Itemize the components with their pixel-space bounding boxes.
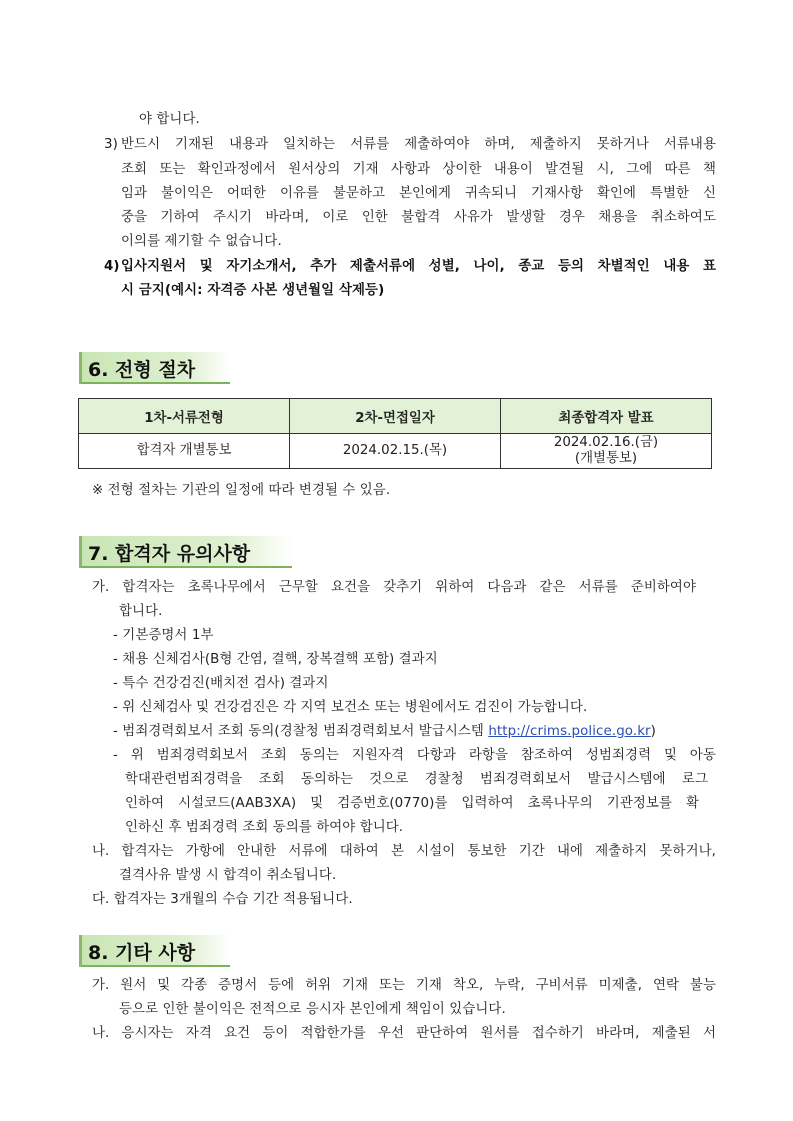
s7-na-line-1: 나. 합격자는 가항에 안내한 서류에 대하여 본 시설이 통보한 기간 내에 제출하지 못하거나,: [92, 844, 716, 859]
table-header-cell: 1차-서류전형: [79, 399, 290, 434]
table-header-row: [79, 399, 712, 434]
item-3-line-2: 조회 또는 확인과정에서 원서상의 기재 사항과 상이한 내용이 발견될 시, 그에 따른 책: [121, 162, 716, 177]
item-3-line-1: 반드시 기재된 내용과 일치하는 서류를 제출하여야 하며, 제출하지 못하거나 서류내용: [121, 137, 716, 152]
s7-bullet-6-line-2: 학대관련범죄경력을 조회 동의하는 것으로 경찰청 범죄경력회보서 발급시스템에 로그: [125, 772, 708, 787]
section-8-underline: [82, 965, 230, 967]
screening-procedure-table: [78, 398, 712, 469]
s8-na-line-1: 나. 응시자는 자격 요건 등이 적합한가를 우선 판단하여 원서를 접수하기 바라며, 제출된 서: [92, 1026, 716, 1041]
s7-na-line-2: 결격사유 발생 시 합격이 취소됩니다.: [119, 868, 337, 883]
table-cell: [501, 434, 712, 469]
s7-da-line: 다. 합격자는 3개월의 수습 기간 적용됩니다.: [92, 892, 353, 907]
s7-ga-line-2: 합니다.: [119, 604, 163, 619]
s7-bullet-5: [113, 723, 656, 741]
item-3-line-5: 이의를 제기할 수 없습니다.: [121, 234, 282, 249]
item-3-line-4: 중을 기하여 주시기 바라며, 이로 인한 불합격 사유가 발생할 경우 채용을 취소하여도: [121, 210, 716, 225]
table-cell: 합격자 개별통보: [79, 434, 290, 469]
s7-bullet-2: - 채용 신체검사(B형 간염, 결핵, 장복결핵 포함) 결과지: [113, 652, 438, 667]
section-6-title: 6. 전형 절차: [88, 359, 196, 381]
crims-police-link[interactable]: http://crims.police.go.kr: [488, 724, 651, 739]
table-header-cell: 2차-면접일자: [290, 399, 501, 434]
s8-ga-line-2: 등으로 인한 불이익은 전적으로 응시자 본인에게 책임이 있습니다.: [119, 1002, 506, 1017]
s7-bullet-3: - 특수 건강검진(배치전 검사) 결과지: [113, 676, 329, 691]
section-7-title: 7. 합격자 유의사항: [88, 543, 251, 565]
section-7-underline: [82, 566, 292, 568]
table-header-cell: 최종합격자 발표: [501, 399, 712, 434]
table-row: [79, 434, 712, 469]
section-6-underline: [82, 382, 230, 384]
s7-bullet-6-line-4: 인하신 후 범죄경력 조회 동의를 하여야 합니다.: [125, 820, 404, 835]
s7-bullet-6-line-1: - 위 범죄경력회보서 조회 동의는 지원자격 다항과 라항을 참조하여 성범죄경력 및 아동: [113, 748, 716, 763]
table-cell: 2024.02.15.(목): [290, 434, 501, 469]
final-announcement-date: 2024.02.16.(금): [553, 435, 659, 450]
procedure-note: ※ 전형 절차는 기관의 일정에 따라 변경될 수 있음.: [92, 483, 391, 498]
s7-bullet-1: - 기본증명서 1부: [113, 628, 214, 643]
section-8-title: 8. 기타 사항: [88, 942, 196, 964]
intro-continuation: 야 합니다.: [139, 112, 200, 127]
item-4-number: 4): [104, 259, 120, 274]
item-3-number: 3): [104, 137, 118, 152]
item-4-line-2: 시 금지(예시: 자격증 사본 생년월일 삭제등): [121, 283, 385, 298]
final-announcement-method: (개별통보): [574, 451, 638, 466]
s7-bullet-5-text: - 범죄경력회보서 조회 동의(경찰청 범죄경력회보서 발급시스템: [113, 724, 489, 739]
s7-bullet-5-end: ): [650, 724, 656, 739]
s7-bullet-4: - 위 신체검사 및 건강검진은 각 지역 보건소 또는 병원에서도 검진이 가능합니다.: [113, 700, 588, 715]
s8-ga-line-1: 가. 원서 및 각종 증명서 등에 허위 기재 또는 기재 착오, 누락, 구비서류 미제출, 연락 불능: [92, 978, 716, 993]
item-3-line-3: 임과 불이익은 어떠한 이유를 불문하고 본인에게 귀속되니 기재사항 확인에 특별한 신: [121, 186, 716, 201]
section-8-header: [79, 935, 230, 967]
section-6-header: [79, 352, 230, 384]
s7-bullet-6-line-3: 인하여 시설코드(AAB3XA) 및 검증번호(0770)를 입력하여 초록나무의 기관정보를 확: [125, 796, 699, 811]
item-4-line-1: 입사지원서 및 자기소개서, 추가 제출서류에 성별, 나이, 종교 등의 차별적인 내용 표: [121, 259, 716, 274]
section-7-header: [79, 536, 292, 568]
s7-ga-line-1: 가. 합격자는 초록나무에서 근무할 요건을 갖추기 위하여 다음과 같은 서류를 준비하여야: [92, 580, 696, 595]
